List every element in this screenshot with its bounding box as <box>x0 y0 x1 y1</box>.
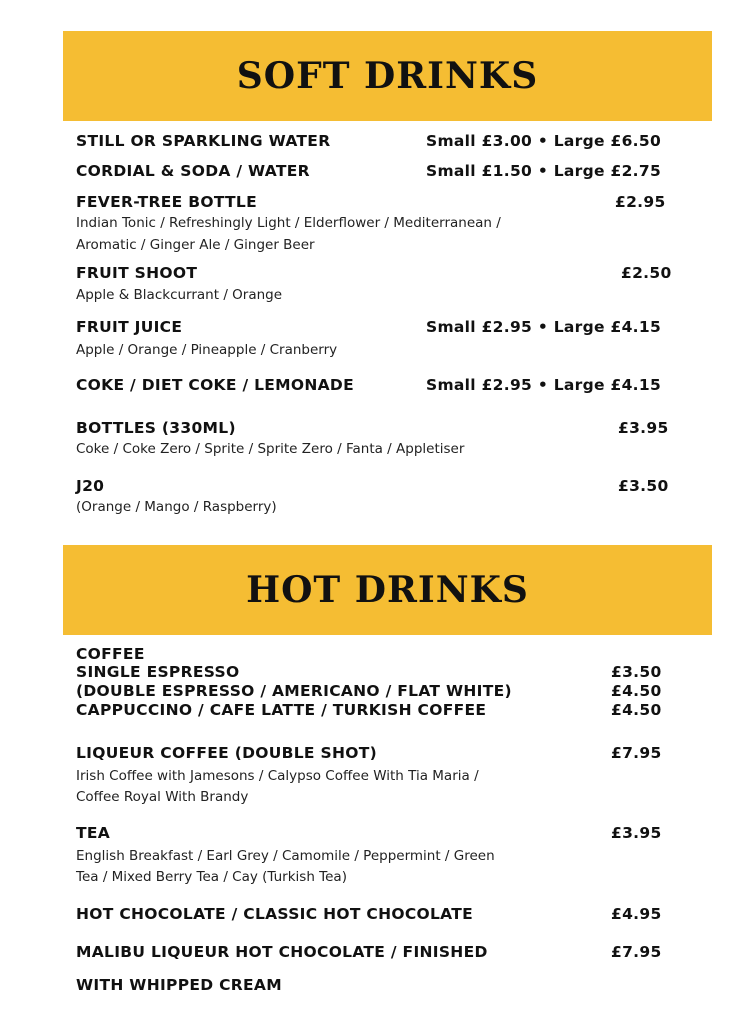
item-price: £3.50 <box>611 663 662 681</box>
soft-drinks-title: SOFT DRINKS <box>236 55 539 97</box>
item-name: HOT CHOCOLATE / CLASSIC HOT CHOCOLATE <box>76 905 474 923</box>
item-description: Indian Tonic / Refreshingly Light / Elderflower / Mediterranean / <box>76 215 501 231</box>
item-description: English Breakfast / Earl Grey / Camomile / Peppermint / Green <box>76 848 495 864</box>
item-price: Small £2.95 • Large £4.15 <box>426 318 662 336</box>
item-name: SINGLE ESPRESSO <box>76 663 240 681</box>
item-name: LIQUEUR COFFEE (DOUBLE SHOT) <box>76 744 377 762</box>
item-description: Tea / Mixed Berry Tea / Cay (Turkish Tea) <box>76 869 347 885</box>
item-name: J20 <box>76 477 105 495</box>
item-name: CAPPUCCINO / CAFE LATTE / TURKISH COFFEE <box>76 701 487 719</box>
item-name: COKE / DIET COKE / LEMONADE <box>76 376 354 394</box>
item-description: Apple & Blackcurrant / Orange <box>76 287 283 303</box>
item-name: CORDIAL & SODA / WATER <box>76 162 310 180</box>
item-price: Small £2.95 • Large £4.15 <box>426 376 662 394</box>
item-price: £3.95 <box>618 419 669 437</box>
item-name: FEVER-TREE BOTTLE <box>76 193 257 211</box>
item-price: £4.50 <box>611 701 662 719</box>
item-description: Irish Coffee with Jamesons / Calypso Coffee With Tia Maria / <box>76 768 479 784</box>
item-name: BOTTLES (330ML) <box>76 419 236 437</box>
item-name: WITH WHIPPED CREAM <box>76 976 282 994</box>
item-price: Small £3.00 • Large £6.50 <box>426 132 662 150</box>
item-price: £2.95 <box>615 193 666 211</box>
coffee-heading: COFFEE <box>76 645 145 663</box>
item-name: FRUIT SHOOT <box>76 264 198 282</box>
item-name: TEA <box>76 824 111 842</box>
item-price: £4.95 <box>611 905 662 923</box>
item-name: (DOUBLE ESPRESSO / AMERICANO / FLAT WHITE) <box>76 682 512 700</box>
item-name: FRUIT JUICE <box>76 318 183 336</box>
item-description: Apple / Orange / Pineapple / Cranberry <box>76 342 338 358</box>
item-description: (Orange / Mango / Raspberry) <box>76 499 277 515</box>
item-description: Aromatic / Ginger Ale / Ginger Beer <box>76 237 315 253</box>
item-price: £3.50 <box>618 477 669 495</box>
item-price: £2.50 <box>621 264 672 282</box>
soft-drinks-banner <box>63 31 712 121</box>
item-description: Coffee Royal With Brandy <box>76 789 249 805</box>
item-price: £4.50 <box>611 682 662 700</box>
hot-drinks-banner <box>63 545 712 635</box>
item-name: MALIBU LIQUEUR HOT CHOCOLATE / FINISHED <box>76 943 488 961</box>
item-price: £7.95 <box>611 943 662 961</box>
item-price: Small £1.50 • Large £2.75 <box>426 162 662 180</box>
item-price: £7.95 <box>611 744 662 762</box>
item-description: Coke / Coke Zero / Sprite / Sprite Zero / Fanta / Appletiser <box>76 441 465 457</box>
hot-drinks-title: HOT DRINKS <box>246 569 529 611</box>
item-name: STILL OR SPARKLING WATER <box>76 132 331 150</box>
item-price: £3.95 <box>611 824 662 842</box>
